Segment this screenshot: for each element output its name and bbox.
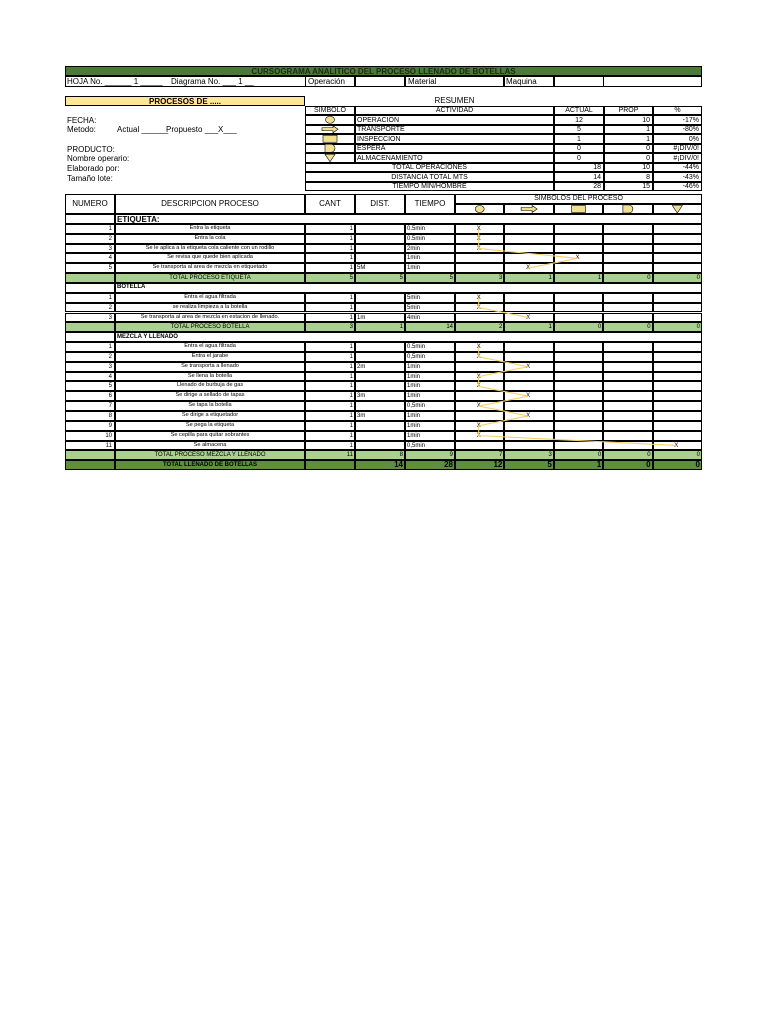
- row-description: Se dirige a etiquetador: [181, 412, 239, 418]
- row-cant: 1: [349, 442, 353, 449]
- row-description: Entra la etiqueta: [189, 224, 231, 231]
- flow-mark: X: [476, 225, 481, 232]
- row-cant: 1: [349, 383, 353, 390]
- section-total-symbol-count: 0: [696, 275, 700, 282]
- row-number: 3: [108, 314, 112, 321]
- section-title: MEZCLA Y LLENADO: [117, 333, 178, 340]
- row-number: 9: [108, 422, 112, 429]
- row-dist: 3m: [357, 393, 366, 400]
- resumen-pct: -17%: [682, 116, 699, 124]
- row-tiempo: 0,5min: [407, 403, 426, 410]
- resumen-total-actual: 18: [593, 164, 601, 171]
- simbolos-header: SIMBOLOS DEL PROCESO: [534, 195, 623, 202]
- row-number: 10: [105, 432, 112, 439]
- elaborado-label: Elaborado por:: [67, 164, 120, 173]
- section-total-symbol-count: 0: [696, 452, 700, 459]
- row-tiempo: 1min: [407, 413, 421, 419]
- fecha-label: FECHA:: [67, 116, 97, 125]
- row-number: 2: [108, 353, 112, 360]
- tamano-label: Tamaño lote:: [67, 174, 113, 183]
- resumen-total-actual: 14: [593, 173, 601, 181]
- grand-total-symbol-count: 0: [646, 460, 651, 470]
- row-tiempo: 5min: [407, 304, 421, 311]
- numero-header: NUMERO: [72, 199, 108, 208]
- section-title: BOTELLA: [117, 284, 146, 291]
- resumen-actual: 1: [577, 135, 581, 143]
- resumen-prop: 0: [646, 145, 650, 152]
- section-total-tiempo: 9: [449, 452, 453, 459]
- row-cant: 1: [349, 265, 353, 272]
- row-tiempo: 1min: [407, 265, 421, 272]
- resumen-actual: 0: [577, 154, 581, 162]
- section-total-label: TOTAL PROCESO MEZCLA Y LLENADO: [154, 452, 266, 459]
- inspection-symbol-icon: [572, 206, 586, 213]
- section-total-symbol-count: 2: [499, 324, 503, 331]
- grand-total-symbol-count: 5: [547, 460, 552, 470]
- row-number: 3: [108, 363, 112, 370]
- row-cant: 1: [349, 294, 353, 301]
- row-cant: 1: [349, 255, 353, 262]
- section-total-cant: 11: [346, 452, 353, 459]
- row-tiempo: 1min: [407, 373, 421, 380]
- row-tiempo: 1min: [407, 363, 421, 370]
- resumen-title: RESUMEN: [434, 96, 475, 105]
- metodo-label: Metodo:: [67, 125, 96, 134]
- grand-total-dist: 14: [394, 460, 403, 470]
- row-tiempo: 1min: [407, 422, 421, 429]
- resumen-total-prop: 10: [642, 164, 650, 171]
- section-total-tiempo: 5: [449, 275, 453, 282]
- transport-symbol-icon: [521, 206, 537, 213]
- resumen-activity: TRANSPORTE: [357, 126, 405, 133]
- section-total-symbol-count: 3: [548, 452, 552, 459]
- section-total-dist: 5: [399, 275, 403, 282]
- section-total-symbol-count: 0: [597, 452, 602, 459]
- resumen-pct: #¡DIV/0!: [673, 154, 699, 162]
- wait-symbol-icon: [325, 144, 335, 152]
- row-tiempo: 0.5min: [407, 344, 426, 351]
- prop-header: PROP: [618, 107, 639, 114]
- process-chart-sheet: [65, 66, 702, 475]
- row-dist: 1m: [357, 314, 366, 321]
- resumen-prop: 10: [642, 116, 650, 124]
- transport-symbol-icon: [322, 126, 338, 133]
- row-tiempo: 0.5min: [407, 235, 426, 242]
- operacion-label: Operación: [308, 77, 345, 86]
- actividad-header: ACTIVIDAD: [435, 107, 474, 114]
- row-description: Se transporta a llenado: [181, 362, 239, 369]
- row-dist: 2m: [357, 363, 366, 370]
- flow-mark: X: [476, 304, 481, 311]
- flow-line: [479, 298, 528, 318]
- row-cant: 1: [349, 432, 353, 439]
- resumen-activity: INSPECCION: [357, 135, 401, 143]
- flow-mark: X: [476, 353, 481, 360]
- actual-label: Actual ______: [117, 125, 169, 134]
- flow-mark: X: [476, 344, 481, 351]
- resumen-total-actual: 28: [593, 183, 601, 190]
- row-description: Se le aplica a la etiqueta cola caliente con un rodillo: [145, 244, 275, 251]
- descripcion-header: DESCRIPCION PROCESO: [161, 199, 259, 208]
- resumen-prop: 1: [646, 126, 650, 133]
- row-number: 2: [108, 304, 112, 311]
- section-total-symbol-count: 0: [647, 275, 651, 282]
- section-total-cant: 3: [349, 324, 353, 331]
- hoja-label: HOJA No. ______ 1 _____: [67, 77, 163, 86]
- row-tiempo: 0,5min: [407, 353, 426, 360]
- flow-mark: X: [476, 432, 481, 439]
- row-number: 5: [108, 265, 112, 272]
- cant-header: CANT: [319, 199, 341, 208]
- flow-mark: X: [526, 413, 531, 419]
- section-total-dist: 8: [399, 452, 403, 459]
- row-description: Entra el agua filtrada: [184, 293, 236, 300]
- row-cant: 1: [349, 235, 353, 242]
- flow-mark: X: [526, 265, 531, 272]
- storage-symbol-icon: [672, 206, 682, 214]
- row-number: 2: [108, 235, 112, 242]
- sheet-title: CURSOGRAMA ANALITICO DEL PROCESO LLENADO DE BOTELLAS: [65, 66, 702, 76]
- procesos-header: PROCESOS DE .....: [65, 96, 305, 106]
- flow-mark: X: [476, 422, 481, 429]
- simbolo-header: SIMBOLO: [314, 107, 346, 114]
- resumen-total-prop: 8: [646, 173, 650, 181]
- tiempo-header: TIEMPO: [414, 199, 446, 208]
- section-total-symbol-count: 1: [548, 324, 552, 331]
- row-tiempo: 1min: [407, 383, 421, 390]
- flow-line: [479, 229, 578, 268]
- row-tiempo: 5min: [407, 294, 421, 301]
- row-description: Se llena la botella: [187, 372, 233, 379]
- resumen-actual: 5: [577, 126, 581, 133]
- flow-mark: X: [674, 442, 679, 449]
- grand-total-symbol-count: 1: [596, 460, 602, 470]
- nombre-operario-label: Nombre operario:: [67, 154, 130, 163]
- flow-mark: X: [526, 363, 531, 370]
- row-number: 1: [108, 344, 112, 351]
- grand-total-symbol-count: 0: [695, 460, 700, 470]
- resumen-total-label: TIEMPO MIN/HOMBRE: [392, 183, 467, 190]
- grand-total-label: TOTAL LLENADO DE BOTELLAS: [163, 462, 257, 469]
- flow-mark: X: [476, 383, 481, 390]
- row-number: 7: [108, 403, 112, 410]
- dist-header: DIST.: [370, 199, 390, 208]
- resumen-actual: 0: [577, 145, 581, 152]
- section-total-symbol-count: 7: [499, 452, 503, 459]
- row-cant: 1: [349, 363, 353, 370]
- row-cant: 1: [349, 225, 353, 232]
- row-number: 4: [108, 373, 112, 380]
- section-total-dist: 1: [399, 324, 403, 331]
- resumen-total-prop: 15: [642, 183, 650, 190]
- flow-line: [479, 347, 677, 446]
- row-tiempo: 1min: [407, 255, 421, 262]
- resumen-pct: #¡DIV/0!: [673, 145, 699, 152]
- grand-total-symbol-count: 12: [493, 460, 503, 470]
- row-description: Se revisa que quede bien aplicada: [167, 254, 253, 261]
- section-title: ETIQUETA:: [117, 214, 160, 224]
- resumen-total-label: DISTANCIA TOTAL MTS: [391, 173, 468, 181]
- row-description: Se pega la etiqueta: [185, 421, 235, 428]
- flow-mark: X: [476, 245, 481, 252]
- row-description: Se transporta al area de mezcla en estacion de llenado.: [140, 313, 280, 320]
- symbols-overlay: [65, 66, 702, 475]
- flow-mark: X: [476, 294, 481, 301]
- row-tiempo: 2min: [407, 245, 421, 252]
- section-total-symbol-count: 0: [647, 452, 651, 459]
- diagrama-label: Diagrama No. ___ 1 __: [171, 77, 254, 86]
- row-number: 3: [108, 245, 112, 252]
- row-cant: 1: [349, 245, 353, 252]
- flow-mark: X: [476, 403, 481, 410]
- flow-mark: X: [575, 255, 580, 262]
- pct-header: %: [674, 107, 681, 114]
- resumen-prop: 0: [646, 154, 650, 162]
- material-label: Material: [408, 77, 437, 86]
- flow-mark: X: [476, 235, 481, 242]
- row-tiempo: 4min: [407, 314, 421, 321]
- row-description: Se almacena: [193, 441, 227, 448]
- row-cant: 1: [349, 422, 353, 429]
- row-number: 4: [108, 255, 112, 262]
- row-dist: 3m: [357, 413, 366, 419]
- resumen-activity: ALMACENAMIENTO: [357, 154, 423, 162]
- row-description: Entra el jarabe: [191, 352, 229, 359]
- producto-label: PRODUCTO:: [67, 145, 115, 154]
- resumen-activity: OPERACIÓN: [357, 116, 400, 124]
- flow-mark: X: [476, 373, 481, 380]
- row-cant: 1: [349, 413, 353, 419]
- row-description: se realiza limpieza a la botella: [172, 303, 248, 310]
- row-tiempo: 1min: [407, 432, 421, 439]
- row-description: Entra la cola: [194, 234, 226, 241]
- section-total-tiempo: 14: [446, 324, 453, 331]
- resumen-actual: 12: [575, 116, 583, 124]
- resumen-pct: -80%: [682, 126, 699, 133]
- row-number: 6: [108, 393, 112, 400]
- flow-mark: X: [526, 393, 531, 400]
- resumen-prop: 1: [646, 135, 650, 143]
- row-cant: 1: [349, 403, 353, 410]
- storage-symbol-icon: [325, 154, 335, 162]
- actual-header: ACTUAL: [565, 107, 593, 114]
- row-cant: 1: [349, 373, 353, 380]
- row-number: 8: [108, 413, 112, 419]
- section-total-label: TOTAL PROCESO ETIQUETA: [169, 275, 251, 282]
- row-description: Se cepilla para quitar sobrantes: [170, 431, 250, 438]
- row-cant: 1: [349, 314, 353, 321]
- operation-symbol-icon: [326, 116, 335, 123]
- section-total-symbol-count: 0: [647, 324, 651, 331]
- section-total-symbol-count: 0: [597, 324, 602, 331]
- resumen-total-pct: -44%: [682, 164, 699, 171]
- row-description: Se transporta al area de mezcla en etiquetado: [152, 264, 268, 271]
- row-cant: 1: [349, 353, 353, 360]
- row-dist: 5M: [357, 265, 366, 272]
- row-cant: 1: [349, 304, 353, 311]
- row-description: Se dirige a sellado de tapas: [175, 392, 245, 399]
- row-tiempo: 0,5min: [407, 442, 426, 449]
- flow-mark: X: [526, 314, 531, 321]
- row-number: 1: [108, 225, 112, 232]
- section-total-symbol-count: 1: [597, 275, 602, 282]
- grand-total-tiempo: 28: [444, 460, 453, 470]
- operation-symbol-icon: [475, 206, 484, 213]
- row-cant: 1: [349, 393, 353, 400]
- resumen-total-pct: -43%: [682, 173, 699, 181]
- section-total-cant: 5: [349, 275, 353, 282]
- resumen-activity: ESPERA: [357, 145, 386, 152]
- row-tiempo: 0.5min: [407, 225, 426, 232]
- inspection-symbol-icon: [323, 135, 337, 142]
- section-total-symbol-count: 1: [548, 275, 552, 282]
- section-total-label: TOTAL PROCESO BOTELLA: [170, 324, 250, 331]
- row-cant: 1: [349, 344, 353, 351]
- resumen-pct: 0%: [688, 135, 699, 143]
- section-total-symbol-count: 0: [696, 324, 700, 331]
- section-total-symbol-count: 3: [499, 275, 503, 282]
- wait-symbol-icon: [623, 205, 633, 213]
- propuesto-label: Propuesto ___X___: [166, 125, 237, 134]
- row-number: 1: [108, 294, 112, 301]
- row-tiempo: 1min: [407, 393, 421, 400]
- row-number: 11: [105, 442, 112, 449]
- row-description: Entra el agua filtrada: [184, 343, 236, 350]
- resumen-total-label: TOTAL OPERACIONES: [392, 164, 467, 171]
- row-description: Se tapa la botella: [188, 402, 232, 409]
- row-description: Llenado de burbuja de gas: [176, 382, 244, 389]
- maquina-label: Maquina: [506, 77, 537, 86]
- resumen-total-pct: -46%: [682, 183, 699, 190]
- row-number: 5: [108, 383, 112, 390]
